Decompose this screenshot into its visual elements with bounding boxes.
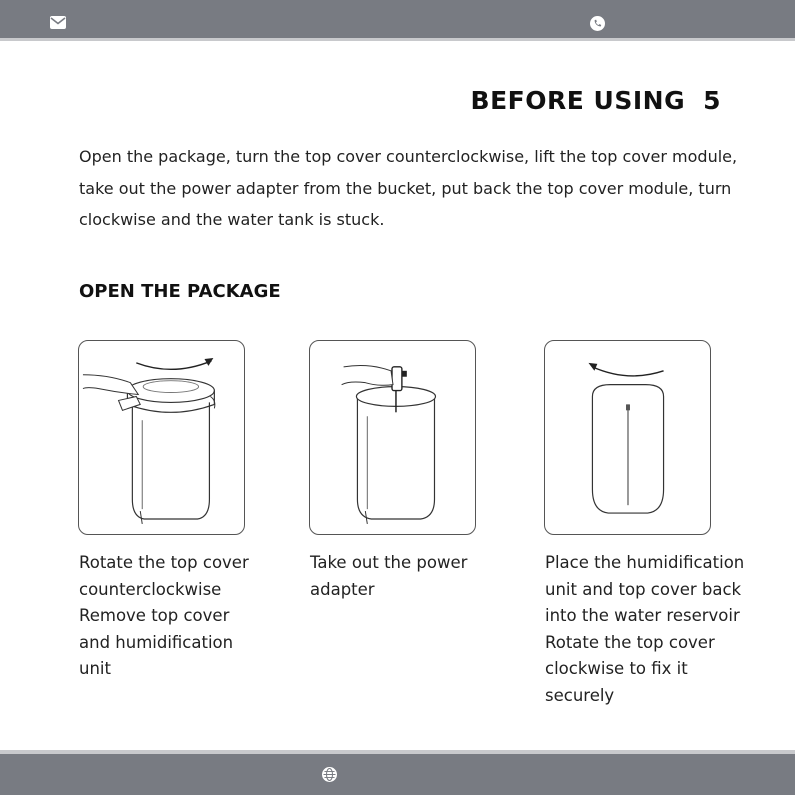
footer-bar (0, 750, 795, 795)
caption-line: clockwise to fix it (545, 659, 688, 678)
page-title (471, 86, 721, 115)
reassemble-illustration (544, 340, 711, 535)
phone-icon[interactable] (589, 15, 605, 31)
page-title-text: BEFORE USING (470, 86, 686, 115)
caption-line: and humidification (79, 632, 234, 652)
intro-paragraph: Open the package, turn the top cover counterclockwise, lift the top cover module, take out the power adapter from the bucket, put back the top cover module, turn clockwise and the water tank is stuck. (79, 147, 738, 229)
caption-line: securely (545, 685, 615, 705)
rotate-cover-illustration (78, 340, 245, 535)
mail-icon[interactable] (50, 14, 66, 30)
caption-line: Rotate the top cover (545, 632, 715, 652)
step-3-caption (545, 550, 744, 709)
header-bar (0, 0, 795, 41)
caption-line: adapter (310, 579, 375, 599)
caption-line: Rotate the top cover (79, 553, 249, 572)
caption-line: unit and top cover back (545, 579, 742, 599)
page-number: 5 (703, 86, 721, 115)
remove-adapter-illustration (309, 340, 476, 535)
section-heading: OPEN THE PACKAGE (79, 281, 281, 302)
caption-line: Take out the power (310, 553, 468, 572)
caption-line: counterclockwise (79, 579, 222, 599)
caption-line: Place the humidification (545, 553, 745, 572)
step-1-caption (79, 550, 249, 683)
globe-icon[interactable] (321, 766, 337, 782)
caption-line: into the water reservoir (545, 606, 740, 625)
caption-line: unit (79, 659, 111, 678)
step-2-caption (310, 550, 467, 603)
caption-line: Remove top cover (79, 606, 230, 625)
